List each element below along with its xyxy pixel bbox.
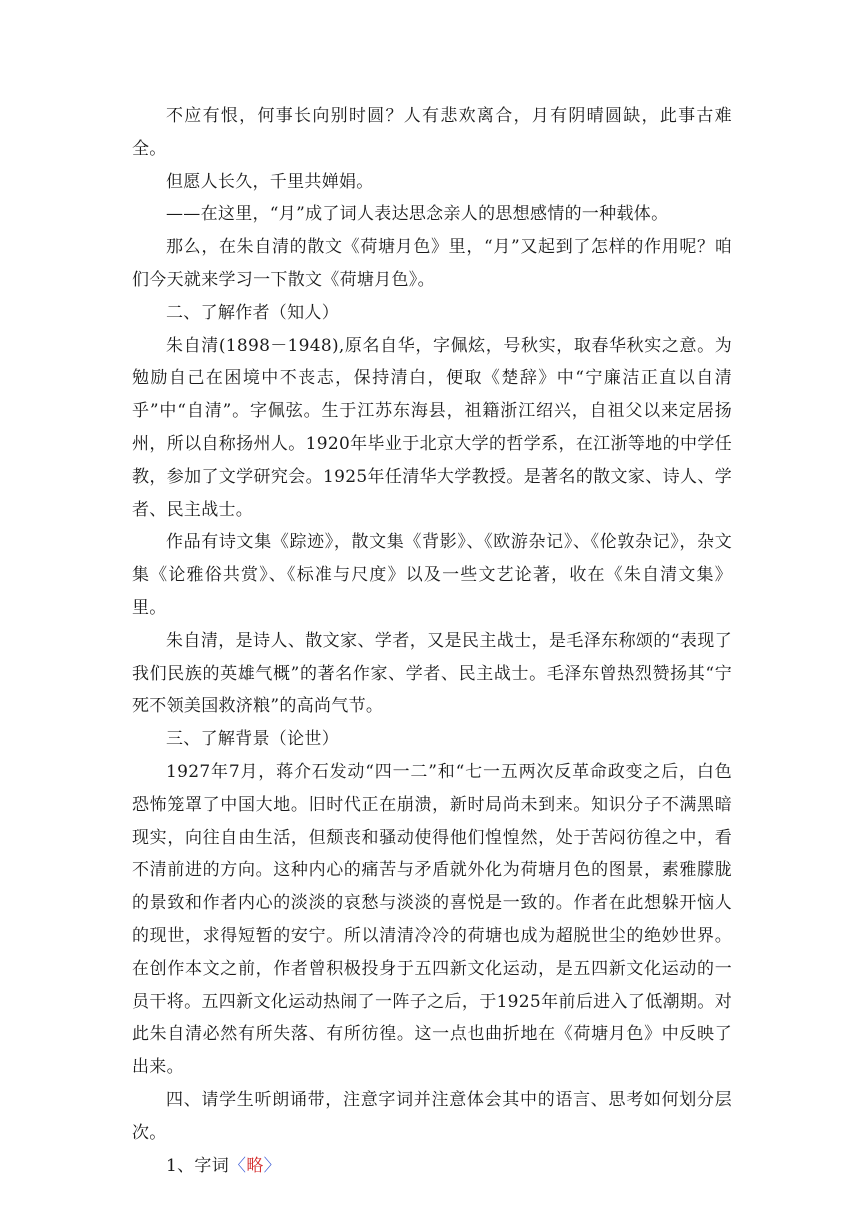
poem-line-1: 不应有恨，何事长向别时圆？人有悲欢离合，月有阴晴圆缺，此事古难全。: [132, 106, 732, 159]
poem-line-2: 但愿人长久，千里共婵娟。: [166, 171, 374, 192]
works-paragraph: 作品有诗文集《踪迹》，散文集《背影》、《欧游杂记》、《伦敦杂记》，杂文集《论雅俗共赏》、《标准与尺度》以及一些文艺论著，收在《朱自清文集》里。: [132, 532, 732, 618]
transition-paragraph: 那么，在朱自清的散文《荷塘月色》里，“月”又起到了怎样的作用呢？咱们今天就来学习一下散文《荷塘月色》。: [132, 237, 732, 290]
section-heading-listening: 四、请学生听朗诵带，注意字词并注意体会其中的语言、思考如何划分层次。: [132, 1089, 732, 1143]
bracket-close: 〉: [263, 1155, 281, 1176]
praise-paragraph: 朱自清，是诗人、散文家、学者，又是民主战士，是毛泽东称颂的“表现了我们民族的英雄气概”的著名作家、学者、民主战士。毛泽东曾热烈赞扬其“宁死不领美国救济粮”的高尚气节。: [132, 630, 732, 717]
background-paragraph: 1927年7月，蒋介石发动“四一二”和“七一五两次反革命政变之后，白色恐怖笼罩了中国大地。旧时代正在崩溃，新时局尚未到来。知识分子不满黑暗现实，向往自由生活，但颓丧和骚动使得他们惶惶然，处于苦闷彷徨之中，看不清前进的方向。这种内心的痛苦与矛盾就外化为荷塘月色的图景，素雅朦胧的景致和作者内心的淡淡的哀愁与淡淡的喜悦是一致的。作者在此想躲开恼人的现世，求得短暂的安宁。所以清清冷冷的荷塘也成为超脱世尘的绝妙世界。在创作本文之前，作者曾积极投身于五四新文化运动，是五四新文化运动的一员干将。五四新文化运动热闹了一阵子之后，于1925年前后进入了低潮期。对此朱自清必然有所失落、有所彷徨。这一点也曲折地在《荷塘月色》中反映了出来。: [132, 761, 732, 1078]
author-bio-paragraph: 朱自清(1898－1948),原名自华，字佩炫，号秋实，取春华秋实之意。为勉励自己在困境中不丧志，保持清白，便取《楚辞》中“宁廉洁正直以自清乎”中“自清”。字佩弦。生于江苏东海县，祖籍浙江绍兴，自祖父以来定居扬州，所以自称扬州人。1920年毕业于北京大学的哲学系，在江浙等地的中学任教，参加了文学研究会。1925年任清华大学教授。是著名的散文家、诗人、学者、民主战士。: [132, 335, 732, 520]
omitted-mark: 略: [246, 1155, 264, 1176]
bracket-open: 〈: [229, 1155, 247, 1176]
section-heading-background: 三、了解背景（论世）: [166, 729, 339, 750]
section-heading-author: 二、了解作者（知人）: [166, 302, 339, 323]
document-page: [132, 100, 732, 1182]
poem-note: ——在这里，“月”成了词人表达思念亲人的思想感情的一种载体。: [166, 204, 669, 225]
item-vocabulary-label: 1、字词: [166, 1155, 230, 1176]
item-vocabulary: [132, 1150, 732, 1183]
